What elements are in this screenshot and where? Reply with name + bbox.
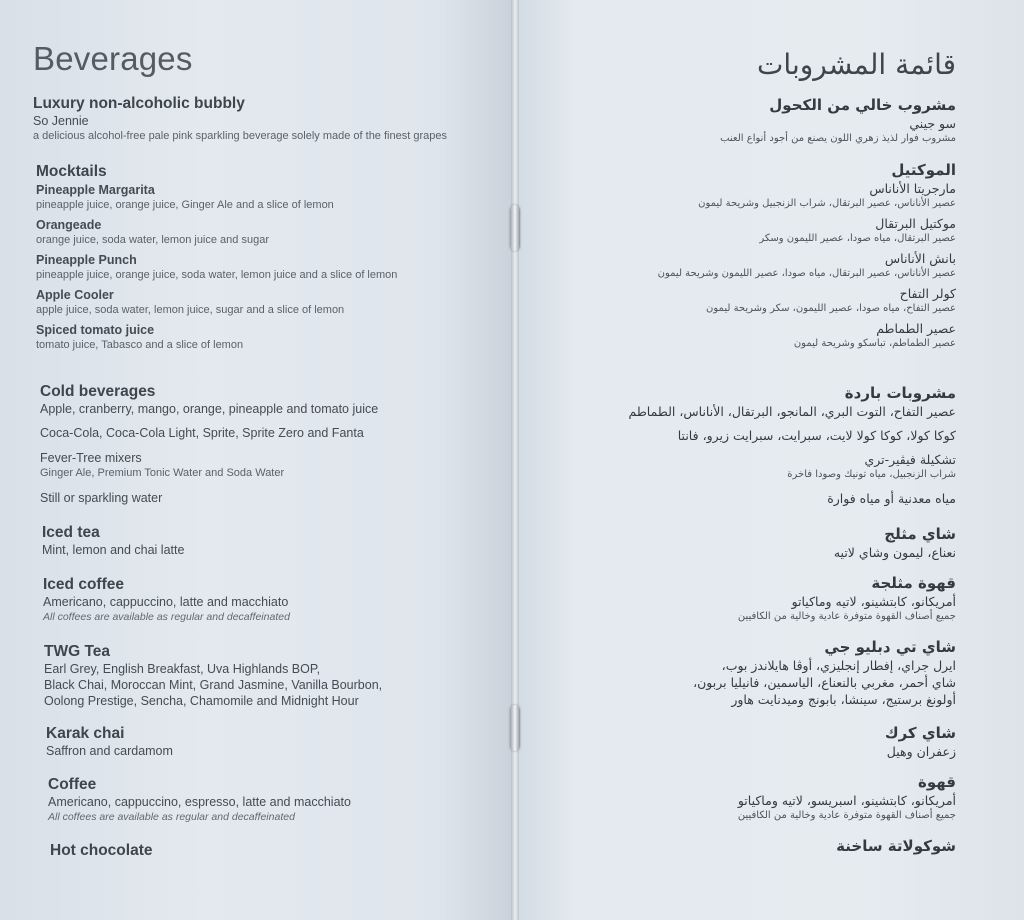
item-line: أمريكانو، كابتشينو، لاتيه وماكياتو: [791, 594, 956, 609]
decaf-note: All coffees are available as regular and decaffeinated: [43, 611, 290, 623]
page-title-english: Beverages: [33, 40, 193, 77]
section-heading: Mocktails: [36, 163, 107, 180]
arabic-menu: [515, 0, 1024, 920]
list-item: [36, 182, 397, 213]
item-name: Spiced tomato juice: [36, 323, 155, 337]
item-line: شاي أحمر، مغربي بالنعناع، الياسمين، فانيليا بربون،: [693, 675, 956, 690]
list-item: [36, 322, 397, 353]
section-mocktails-ar: [516, 161, 956, 351]
section-twg-tea: [44, 643, 382, 709]
list-item: [36, 217, 397, 248]
decaf-note: جميع أصناف القهوة متوفرة عادية وخالية من الكافيين: [737, 611, 956, 622]
section-heading: قهوة: [918, 773, 956, 791]
item-description: عصير الأناناس، عصير البرتقال، مياه صودا، عصير الليمون وشريحة ليمون: [657, 268, 956, 279]
water-item: مياه معدنية أو مياه فوارة: [827, 491, 956, 506]
item-description: tomato juice, Tabasco and a slice of lemon: [36, 339, 244, 351]
juice-list: Apple, cranberry, mango, orange, pineapple and tomato juice: [40, 402, 379, 416]
item-description: pineapple juice, orange juice, soda water, lemon juice and a slice of lemon: [36, 269, 398, 281]
section-coffee: [48, 776, 351, 825]
section-heading: الموكتيل: [891, 161, 956, 179]
item-description: عصير البرتقال، مياه صودا، عصير الليمون وسكر: [759, 233, 956, 244]
section-heading: Karak chai: [46, 725, 125, 742]
item-description: عصير الطماطم، تباسكو وشريحة ليمون: [793, 338, 956, 349]
section-coffee-ar: [516, 773, 956, 823]
section-heading: Iced tea: [42, 524, 100, 541]
section-mocktails: [36, 163, 397, 353]
section-heading: Cold beverages: [40, 383, 156, 400]
item-line: أولونغ برستيج، سينشا، بابونج وميدنايت هاور: [731, 692, 956, 707]
section-iced-coffee: [43, 576, 290, 625]
item-line: ايرل جراي، إفطار إنجليزي، أوڤا هايلاندز بوب،: [721, 658, 956, 673]
list-item: [36, 287, 397, 318]
item-name: So Jennie: [33, 114, 89, 128]
item-name: موكتيل البرتقال: [875, 216, 956, 231]
item-line: Americano, cappuccino, latte and macchiato: [43, 595, 289, 609]
item-line: Saffron and cardamom: [46, 744, 173, 758]
item-line: أمريكانو، كابتشينو، اسبريسو، لاتيه وماكياتو: [737, 793, 956, 808]
soda-list: كوكا كولا، كوكا كولا لايت، سبرايت، سبرايت زيرو، فانتا: [677, 428, 956, 443]
section-karak-chai: [46, 725, 173, 759]
section-heading: Hot chocolate: [50, 842, 153, 859]
page-title-arabic: قائمة المشروبات: [757, 48, 956, 81]
item-description: عصير الأناناس، عصير البرتقال، شراب الزنجبيل وشريحة ليمون: [698, 198, 956, 209]
section-iced-tea: [42, 524, 184, 558]
section-heading: شاي كرك: [884, 724, 956, 742]
item-description: عصير التفاح، مياه صودا، عصير الليمون، سكر وشريحة ليمون: [706, 303, 956, 314]
section-heading: TWG Tea: [44, 643, 111, 660]
section-hot-chocolate: [50, 842, 152, 860]
section-heading: شاي مثلج: [884, 525, 956, 543]
soda-list: Coca-Cola, Coca-Cola Light, Sprite, Sprite Zero and Fanta: [40, 426, 364, 440]
decaf-note: جميع أصناف القهوة متوفرة عادية وخالية من الكافيين: [737, 810, 956, 821]
item-description: مشروب فوار لذيذ زهري اللون يصنع من أجود أنواع العنب: [720, 133, 956, 144]
section-iced-coffee-ar: [516, 574, 956, 624]
item-description: a delicious alcohol-free pale pink sparkling beverage solely made of the finest grapes: [33, 130, 447, 142]
item-description: شراب الزنجبيل، مياه تونيك وصودا فاخرة: [787, 469, 956, 480]
list-item: [516, 250, 956, 281]
section-cold-beverages-ar: [516, 384, 956, 507]
section-heading: مشروب خالي من الكحول: [769, 96, 956, 114]
section-heading: مشروبات باردة: [844, 384, 956, 402]
item-name: تشكيلة فيڤير-تري: [864, 452, 956, 467]
section-heading: Iced coffee: [43, 576, 124, 593]
item-name: Fever-Tree mixers: [40, 451, 142, 465]
item-line: زعفران وهيل: [886, 744, 956, 759]
section-karak-chai-ar: [516, 724, 956, 760]
list-item: [516, 215, 956, 246]
item-name: Pineapple Punch: [36, 253, 137, 267]
water-item: Still or sparkling water: [40, 491, 163, 505]
section-hot-chocolate-ar: [516, 837, 956, 856]
section-heading: Luxury non-alcoholic bubbly: [33, 95, 245, 112]
item-line: Black Chai, Moroccan Mint, Grand Jasmine, Vanilla Bourbon,: [44, 678, 383, 692]
item-name: Apple Cooler: [36, 288, 114, 302]
section-twg-tea-ar: [516, 638, 956, 708]
item-name: بانش الأناناس: [884, 251, 956, 266]
item-name: Orangeade: [36, 218, 102, 232]
list-item: [36, 252, 397, 283]
item-description: orange juice, soda water, lemon juice and sugar: [36, 234, 269, 246]
section-cold-beverages: [40, 383, 378, 506]
item-line: Mint, lemon and chai latte: [42, 543, 185, 557]
section-heading: شاي تي دبليو جي: [824, 638, 956, 656]
list-item: [516, 180, 956, 211]
item-name: عصير الطماطم: [876, 321, 956, 336]
item-description: Ginger Ale, Premium Tonic Water and Soda Water: [40, 467, 285, 479]
item-line: Oolong Prestige, Sencha, Chamomile and Midnight Hour: [44, 694, 359, 708]
section-heading: قهوة مثلجة: [871, 574, 956, 592]
item-name: مارجريتا الأناناس: [869, 181, 956, 196]
item-description: apple juice, soda water, lemon juice, sugar and a slice of lemon: [36, 304, 345, 316]
item-name: سو جيني: [909, 116, 956, 131]
section-bubbly-ar: [516, 96, 956, 146]
section-heading: شوكولاتة ساخنة: [836, 837, 956, 855]
item-line: نعناع، ليمون وشاي لاتيه: [833, 545, 956, 560]
item-name: Pineapple Margarita: [36, 183, 155, 197]
section-iced-tea-ar: [516, 525, 956, 561]
item-description: pineapple juice, orange juice, Ginger Ale and a slice of lemon: [36, 199, 334, 211]
item-line: Earl Grey, English Breakfast, Uva Highlands BOP,: [44, 662, 321, 676]
item-name: كولر التفاح: [899, 286, 956, 301]
list-item: [516, 320, 956, 351]
item-line: Americano, cappuccino, espresso, latte and macchiato: [48, 795, 351, 809]
decaf-note: All coffees are available as regular and decaffeinated: [48, 811, 295, 823]
section-bubbly: [33, 95, 447, 144]
juice-list: عصير التفاح، التوت البري، المانجو، البرتقال، الأناناس، الطماطم: [628, 404, 956, 419]
list-item: [516, 285, 956, 316]
section-heading: Coffee: [48, 776, 97, 793]
